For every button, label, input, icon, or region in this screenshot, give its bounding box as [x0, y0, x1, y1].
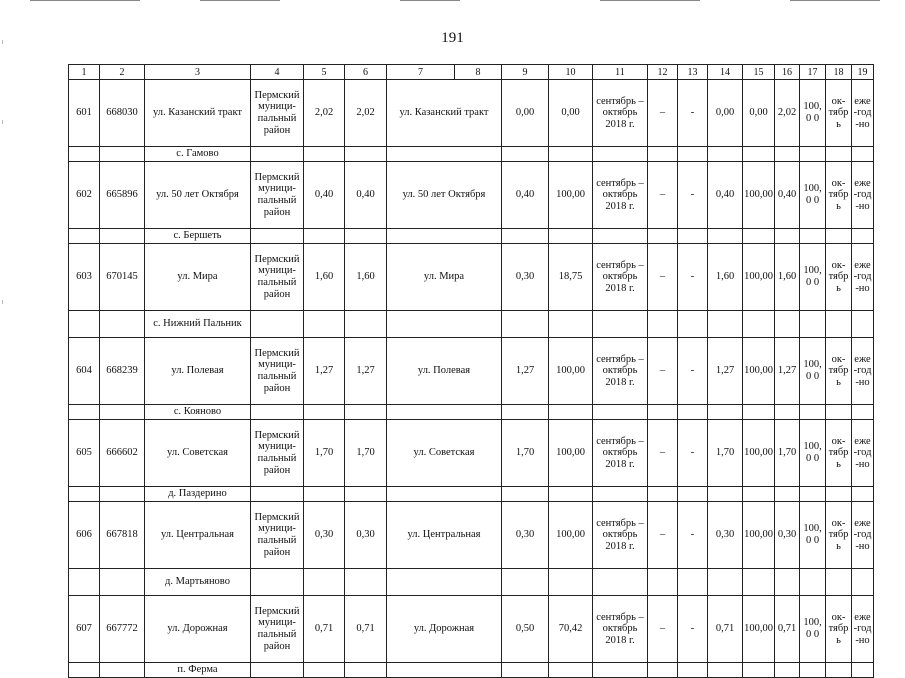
cell-empty — [345, 569, 387, 596]
value-col17: 100,0 0 — [800, 502, 826, 569]
cell-empty — [387, 311, 502, 338]
column-number: 7 — [387, 65, 455, 80]
district: Пермский муници-пальный район — [251, 420, 304, 487]
cell-empty — [345, 487, 387, 502]
value-col5: 1,70 — [304, 420, 345, 487]
district: Пермский муници-пальный район — [251, 502, 304, 569]
work-period: сентябрь – октябрь 2018 г. — [593, 502, 648, 569]
value-col12: – — [648, 502, 678, 569]
cell-empty — [743, 229, 775, 244]
frequency: еже-год-но — [852, 502, 874, 569]
value-col17: 100,0 0 — [800, 244, 826, 311]
top-rule-5 — [790, 0, 880, 1]
road-name: ул. 50 лет Октября — [387, 162, 502, 229]
road-name: ул. Казанский тракт — [387, 80, 502, 147]
cell-empty — [775, 229, 800, 244]
settlement-name: д. Паздерино — [145, 487, 251, 502]
value-col10: 100,00 — [549, 162, 593, 229]
cell-empty — [502, 405, 549, 420]
location-row — [69, 405, 874, 420]
value-col17: 100,0 0 — [800, 80, 826, 147]
value-col16: 0,71 — [775, 596, 800, 663]
value-col16: 1,27 — [775, 338, 800, 405]
value-col14: 0,71 — [708, 596, 743, 663]
cell-empty — [708, 663, 743, 678]
cell-empty — [743, 663, 775, 678]
cell-empty — [502, 663, 549, 678]
column-number: 14 — [708, 65, 743, 80]
cell-empty — [387, 229, 502, 244]
district: Пермский муници-пальный район — [251, 338, 304, 405]
value-col10: 100,00 — [549, 420, 593, 487]
cell-empty — [69, 229, 100, 244]
road-name: ул. Центральная — [387, 502, 502, 569]
value-col5: 0,30 — [304, 502, 345, 569]
cell-empty — [852, 311, 874, 338]
column-number: 11 — [593, 65, 648, 80]
settlement-name: с. Бершеть — [145, 229, 251, 244]
cell-empty — [775, 147, 800, 162]
cell-empty — [678, 405, 708, 420]
cell-empty — [800, 663, 826, 678]
street-name: ул. Казанский тракт — [145, 80, 251, 147]
column-number: 8 — [455, 65, 502, 80]
cell-empty — [69, 569, 100, 596]
cell-empty — [826, 229, 852, 244]
road-code: 667772 — [100, 596, 145, 663]
cell-empty — [69, 147, 100, 162]
value-col16: 0,30 — [775, 502, 800, 569]
cell-empty — [678, 487, 708, 502]
value-col13: - — [678, 162, 708, 229]
column-number: 16 — [775, 65, 800, 80]
location-row — [69, 229, 874, 244]
cell-empty — [593, 229, 648, 244]
value-col16: 1,60 — [775, 244, 800, 311]
value-col10: 100,00 — [549, 502, 593, 569]
value-col12: – — [648, 244, 678, 311]
value-col9: 1,70 — [502, 420, 549, 487]
cell-empty — [549, 487, 593, 502]
column-number: 2 — [100, 65, 145, 80]
value-col15: 100,00 — [743, 338, 775, 405]
cell-empty — [387, 405, 502, 420]
table-row — [69, 162, 874, 229]
value-col9: 0,30 — [502, 244, 549, 311]
cell-empty — [387, 487, 502, 502]
cell-empty — [826, 487, 852, 502]
value-col6: 1,27 — [345, 338, 387, 405]
road-code: 668030 — [100, 80, 145, 147]
value-col15: 100,00 — [743, 162, 775, 229]
value-col6: 1,60 — [345, 244, 387, 311]
cell-empty — [852, 569, 874, 596]
cell-empty — [800, 569, 826, 596]
value-col5: 1,27 — [304, 338, 345, 405]
value-col9: 0,30 — [502, 502, 549, 569]
column-number: 6 — [345, 65, 387, 80]
cell-empty — [775, 663, 800, 678]
cell-empty — [593, 487, 648, 502]
value-col15: 100,00 — [743, 502, 775, 569]
value-col6: 2,02 — [345, 80, 387, 147]
cell-empty — [593, 569, 648, 596]
cell-empty — [826, 569, 852, 596]
cell-empty — [775, 569, 800, 596]
cell-empty — [743, 487, 775, 502]
cell-empty — [800, 311, 826, 338]
value-col12: – — [648, 596, 678, 663]
cell-empty — [304, 663, 345, 678]
row-number: 606 — [69, 502, 100, 569]
work-period: сентябрь – октябрь 2018 г. — [593, 162, 648, 229]
cell-empty — [800, 405, 826, 420]
work-period: сентябрь – октябрь 2018 г. — [593, 244, 648, 311]
value-col12: – — [648, 338, 678, 405]
value-col15: 100,00 — [743, 596, 775, 663]
value-col15: 100,00 — [743, 244, 775, 311]
margin-mark — [2, 300, 3, 304]
value-col15: 100,00 — [743, 420, 775, 487]
cell-empty — [648, 405, 678, 420]
value-col10: 70,42 — [549, 596, 593, 663]
cell-empty — [648, 229, 678, 244]
month: ок-тябрь — [826, 80, 852, 147]
cell-empty — [678, 147, 708, 162]
frequency: еже-год-но — [852, 596, 874, 663]
road-code: 668239 — [100, 338, 145, 405]
value-col6: 0,40 — [345, 162, 387, 229]
value-col12: – — [648, 80, 678, 147]
cell-empty — [251, 569, 304, 596]
work-period: сентябрь – октябрь 2018 г. — [593, 80, 648, 147]
district: Пермский муници-пальный район — [251, 162, 304, 229]
cell-empty — [387, 569, 502, 596]
road-code: 670145 — [100, 244, 145, 311]
cell-empty — [387, 663, 502, 678]
value-col16: 0,40 — [775, 162, 800, 229]
cell-empty — [69, 487, 100, 502]
cell-empty — [852, 229, 874, 244]
cell-empty — [100, 405, 145, 420]
value-col13: - — [678, 338, 708, 405]
cell-empty — [100, 569, 145, 596]
value-col10: 18,75 — [549, 244, 593, 311]
cell-empty — [708, 569, 743, 596]
cell-empty — [743, 147, 775, 162]
column-number: 10 — [549, 65, 593, 80]
cell-empty — [304, 229, 345, 244]
district: Пермский муници-пальный район — [251, 80, 304, 147]
frequency: еже-год-но — [852, 244, 874, 311]
row-number: 607 — [69, 596, 100, 663]
value-col6: 1,70 — [345, 420, 387, 487]
column-number: 3 — [145, 65, 251, 80]
cell-empty — [648, 663, 678, 678]
value-col14: 0,40 — [708, 162, 743, 229]
street-name: ул. Центральная — [145, 502, 251, 569]
value-col13: - — [678, 244, 708, 311]
cell-empty — [387, 147, 502, 162]
cell-empty — [549, 405, 593, 420]
cell-empty — [251, 405, 304, 420]
cell-empty — [678, 569, 708, 596]
cell-empty — [251, 229, 304, 244]
street-name: ул. Мира — [145, 244, 251, 311]
cell-empty — [743, 405, 775, 420]
value-col12: – — [648, 162, 678, 229]
street-name: ул. Дорожная — [145, 596, 251, 663]
cell-empty — [852, 487, 874, 502]
cell-empty — [549, 229, 593, 244]
month: ок-тябрь — [826, 502, 852, 569]
table-row — [69, 80, 874, 147]
cell-empty — [593, 405, 648, 420]
frequency: еже-год-но — [852, 80, 874, 147]
cell-empty — [593, 663, 648, 678]
value-col13: - — [678, 420, 708, 487]
cell-empty — [304, 147, 345, 162]
column-number: 13 — [678, 65, 708, 80]
cell-empty — [502, 569, 549, 596]
table-row — [69, 596, 874, 663]
cell-empty — [852, 663, 874, 678]
cell-empty — [648, 569, 678, 596]
location-row — [69, 487, 874, 502]
value-col17: 100,0 0 — [800, 338, 826, 405]
value-col10: 0,00 — [549, 80, 593, 147]
road-code: 666602 — [100, 420, 145, 487]
cell-empty — [502, 311, 549, 338]
cell-empty — [549, 663, 593, 678]
page-number: 191 — [441, 30, 464, 46]
cell-empty — [826, 405, 852, 420]
cell-empty — [100, 663, 145, 678]
cell-empty — [852, 405, 874, 420]
district: Пермский муници-пальный район — [251, 596, 304, 663]
table-row — [69, 338, 874, 405]
cell-empty — [251, 663, 304, 678]
cell-empty — [775, 405, 800, 420]
road-name: ул. Советская — [387, 420, 502, 487]
location-row — [69, 147, 874, 162]
value-col12: – — [648, 420, 678, 487]
cell-empty — [100, 147, 145, 162]
cell-empty — [678, 311, 708, 338]
row-number: 601 — [69, 80, 100, 147]
top-rule-1 — [30, 0, 140, 1]
row-number: 602 — [69, 162, 100, 229]
value-col17: 100,0 0 — [800, 420, 826, 487]
value-col15: 0,00 — [743, 80, 775, 147]
cell-empty — [648, 311, 678, 338]
cell-empty — [800, 229, 826, 244]
column-number: 12 — [648, 65, 678, 80]
table-row — [69, 244, 874, 311]
table-row — [69, 502, 874, 569]
frequency: еже-год-но — [852, 338, 874, 405]
column-number: 5 — [304, 65, 345, 80]
value-col5: 2,02 — [304, 80, 345, 147]
cell-empty — [345, 405, 387, 420]
street-name: ул. Полевая — [145, 338, 251, 405]
cell-empty — [251, 147, 304, 162]
settlement-name: с. Кояново — [145, 405, 251, 420]
row-number: 603 — [69, 244, 100, 311]
cell-empty — [708, 311, 743, 338]
value-col17: 100,0 0 — [800, 596, 826, 663]
column-number: 15 — [743, 65, 775, 80]
cell-empty — [549, 147, 593, 162]
road-code: 667818 — [100, 502, 145, 569]
work-period: сентябрь – октябрь 2018 г. — [593, 338, 648, 405]
cell-empty — [743, 569, 775, 596]
value-col16: 1,70 — [775, 420, 800, 487]
location-row — [69, 663, 874, 678]
top-rule-2 — [200, 0, 280, 1]
value-col6: 0,30 — [345, 502, 387, 569]
cell-empty — [251, 487, 304, 502]
value-col14: 1,60 — [708, 244, 743, 311]
cell-empty — [69, 663, 100, 678]
cell-empty — [826, 311, 852, 338]
cell-empty — [69, 311, 100, 338]
location-row — [69, 569, 874, 596]
table-row — [69, 420, 874, 487]
month: ок-тябрь — [826, 244, 852, 311]
cell-empty — [743, 311, 775, 338]
value-col14: 0,00 — [708, 80, 743, 147]
road-name: ул. Мира — [387, 244, 502, 311]
cell-empty — [304, 311, 345, 338]
cell-empty — [345, 663, 387, 678]
column-number: 19 — [852, 65, 874, 80]
location-row — [69, 311, 874, 338]
column-number-row — [69, 65, 874, 80]
column-number: 9 — [502, 65, 549, 80]
value-col13: - — [678, 502, 708, 569]
value-col10: 100,00 — [549, 338, 593, 405]
cell-empty — [826, 663, 852, 678]
settlement-name: с. Нижний Пальник — [145, 311, 251, 338]
frequency: еже-год-но — [852, 162, 874, 229]
cell-empty — [502, 487, 549, 502]
cell-empty — [678, 663, 708, 678]
district: Пермский муници-пальный район — [251, 244, 304, 311]
cell-empty — [304, 405, 345, 420]
cell-empty — [852, 147, 874, 162]
cell-empty — [304, 487, 345, 502]
cell-empty — [800, 147, 826, 162]
cell-empty — [648, 487, 678, 502]
work-period: сентябрь – октябрь 2018 г. — [593, 596, 648, 663]
frequency: еже-год-но — [852, 420, 874, 487]
value-col13: - — [678, 80, 708, 147]
cell-empty — [502, 229, 549, 244]
cell-empty — [345, 147, 387, 162]
work-period: сентябрь – октябрь 2018 г. — [593, 420, 648, 487]
value-col5: 0,40 — [304, 162, 345, 229]
column-number: 4 — [251, 65, 304, 80]
value-col6: 0,71 — [345, 596, 387, 663]
cell-empty — [549, 569, 593, 596]
cell-empty — [800, 487, 826, 502]
month: ок-тябрь — [826, 596, 852, 663]
settlement-name: с. Гамово — [145, 147, 251, 162]
cell-empty — [304, 569, 345, 596]
value-col14: 0,30 — [708, 502, 743, 569]
cell-empty — [593, 311, 648, 338]
column-number: 1 — [69, 65, 100, 80]
value-col5: 1,60 — [304, 244, 345, 311]
cell-empty — [345, 311, 387, 338]
road-code: 665896 — [100, 162, 145, 229]
month: ок-тябрь — [826, 162, 852, 229]
street-name: ул. 50 лет Октября — [145, 162, 251, 229]
cell-empty — [593, 147, 648, 162]
value-col9: 0,50 — [502, 596, 549, 663]
value-col9: 0,00 — [502, 80, 549, 147]
cell-empty — [775, 311, 800, 338]
column-number: 18 — [826, 65, 852, 80]
month: ок-тябрь — [826, 420, 852, 487]
cell-empty — [708, 405, 743, 420]
street-name: ул. Советская — [145, 420, 251, 487]
row-number: 605 — [69, 420, 100, 487]
road-name: ул. Полевая — [387, 338, 502, 405]
settlement-name: д. Мартьяново — [145, 569, 251, 596]
settlement-name: п. Ферма — [145, 663, 251, 678]
column-number: 17 — [800, 65, 826, 80]
cell-empty — [100, 311, 145, 338]
value-col14: 1,70 — [708, 420, 743, 487]
value-col13: - — [678, 596, 708, 663]
row-number: 604 — [69, 338, 100, 405]
value-col5: 0,71 — [304, 596, 345, 663]
value-col9: 1,27 — [502, 338, 549, 405]
cell-empty — [549, 311, 593, 338]
cell-empty — [69, 405, 100, 420]
value-col14: 1,27 — [708, 338, 743, 405]
margin-mark — [2, 120, 3, 124]
value-col16: 2,02 — [775, 80, 800, 147]
cell-empty — [648, 147, 678, 162]
cell-empty — [708, 147, 743, 162]
value-col17: 100,0 0 — [800, 162, 826, 229]
top-rule-3 — [400, 0, 460, 1]
cell-empty — [708, 487, 743, 502]
cell-empty — [502, 147, 549, 162]
cell-empty — [100, 229, 145, 244]
cell-empty — [775, 487, 800, 502]
road-name: ул. Дорожная — [387, 596, 502, 663]
cell-empty — [678, 229, 708, 244]
cell-empty — [251, 311, 304, 338]
cell-empty — [345, 229, 387, 244]
road-register-table — [68, 64, 874, 678]
value-col9: 0,40 — [502, 162, 549, 229]
cell-empty — [826, 147, 852, 162]
month: ок-тябрь — [826, 338, 852, 405]
cell-empty — [708, 229, 743, 244]
top-rule-4 — [600, 0, 700, 1]
cell-empty — [100, 487, 145, 502]
